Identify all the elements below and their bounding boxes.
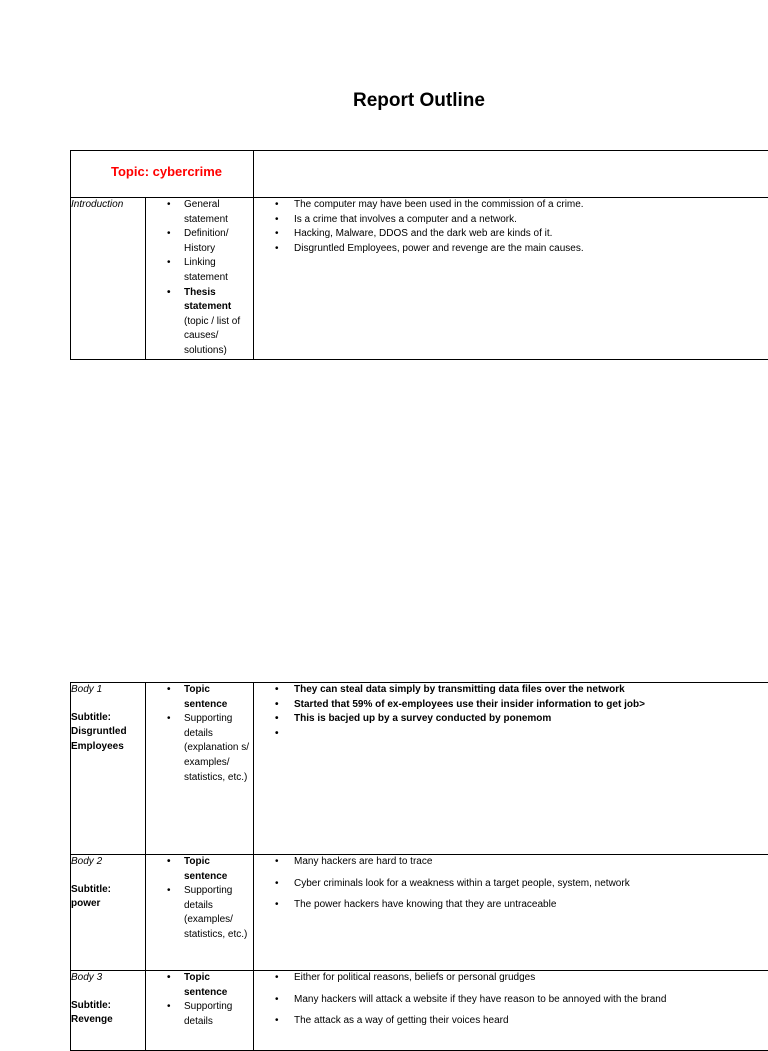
body2-subtitle (71, 883, 145, 912)
content-cell (254, 683, 768, 855)
content-cell (254, 855, 768, 971)
guide-item: • Definition/ History (146, 227, 253, 256)
content-item: • Cyber criminals look for a weakness within a target people, system, network (254, 877, 768, 892)
subtitle-value: Disgruntled Employees (71, 725, 145, 754)
content-item: • This is bacjed up by a survey conducted by ponemom (254, 712, 768, 727)
guide-item-support: • Supporting details (examples/ statistics, etc.) (146, 884, 253, 942)
body3-label: Body 3 (71, 971, 145, 986)
guide-item-support: • Supporting details (explanation s/ examples/ statistics, etc.) (146, 712, 253, 785)
guide-list (146, 198, 253, 359)
body1-subtitle (71, 711, 145, 755)
content-item: • The computer may have been used in the commission of a crime. (254, 198, 768, 213)
guide-cell (146, 971, 254, 1051)
content-item: • Many hackers will attack a website if they have reason to be annoyed with the brand (254, 993, 768, 1008)
body1-label: Body 1 (71, 683, 145, 698)
content-list (254, 683, 768, 741)
topic-cell (71, 151, 254, 198)
body-table (70, 682, 768, 1051)
section-cell (71, 971, 146, 1051)
body3-subtitle (71, 999, 145, 1028)
content-item: • Disgruntled Employees, power and revenge are the main causes. (254, 242, 768, 257)
guide-item: • General statement (146, 198, 253, 227)
guide-item-topic: • Topic sentence (146, 971, 253, 1000)
topic-empty-cell (254, 151, 768, 198)
section-cell (71, 198, 146, 360)
guide-item: • Linking statement (146, 256, 253, 285)
thesis-detail: (topic / list of causes/ solutions) (184, 316, 240, 356)
content-item: • Hacking, Malware, DDOS and the dark web are kinds of it. (254, 227, 768, 242)
introduction-label: Introduction (71, 198, 145, 213)
guide-list (146, 971, 253, 1029)
content-item: • The power hackers have knowing that they are untraceable (254, 898, 768, 913)
intro-table (70, 150, 768, 360)
guide-cell (146, 855, 254, 971)
guide-item-thesis (146, 286, 253, 359)
content-item: • The attack as a way of getting their voices heard (254, 1014, 768, 1029)
section-cell (71, 683, 146, 855)
content-list (254, 971, 768, 1029)
subtitle-label: Subtitle: (71, 999, 145, 1014)
content-item: • Either for political reasons, beliefs or personal grudges (254, 971, 768, 986)
topic-row (71, 151, 768, 198)
body2-label: Body 2 (71, 855, 145, 870)
subtitle-label: Subtitle: (71, 883, 145, 898)
guide-list (146, 855, 253, 943)
content-item: • Many hackers are hard to trace (254, 855, 768, 870)
content-cell (254, 198, 768, 360)
subtitle-value: power (71, 897, 145, 912)
introduction-row (71, 198, 768, 360)
content-item: • Is a crime that involves a computer and a network. (254, 213, 768, 228)
guide-cell (146, 198, 254, 360)
content-item-empty (254, 727, 768, 742)
body1-row (71, 683, 768, 855)
topic-label: Topic: cybercrime (71, 151, 253, 180)
guide-cell (146, 683, 254, 855)
guide-item-topic: • Topic sentence (146, 855, 253, 884)
content-list (254, 855, 768, 913)
body3-row (71, 971, 768, 1051)
guide-list (146, 683, 253, 785)
content-list (254, 198, 768, 256)
page-title: Report Outline (0, 90, 768, 112)
content-cell (254, 971, 768, 1051)
section-cell (71, 855, 146, 971)
thesis-label: Thesis statement (184, 287, 231, 313)
subtitle-value: Revenge (71, 1013, 145, 1028)
content-item: • Started that 59% of ex-employees use their insider information to get job> (254, 698, 768, 713)
content-item: • They can steal data simply by transmitting data files over the network (254, 683, 768, 698)
subtitle-label: Subtitle: (71, 711, 145, 726)
guide-item-topic: • Topic sentence (146, 683, 253, 712)
body2-row (71, 855, 768, 971)
guide-item-support: • Supporting details (146, 1000, 253, 1029)
